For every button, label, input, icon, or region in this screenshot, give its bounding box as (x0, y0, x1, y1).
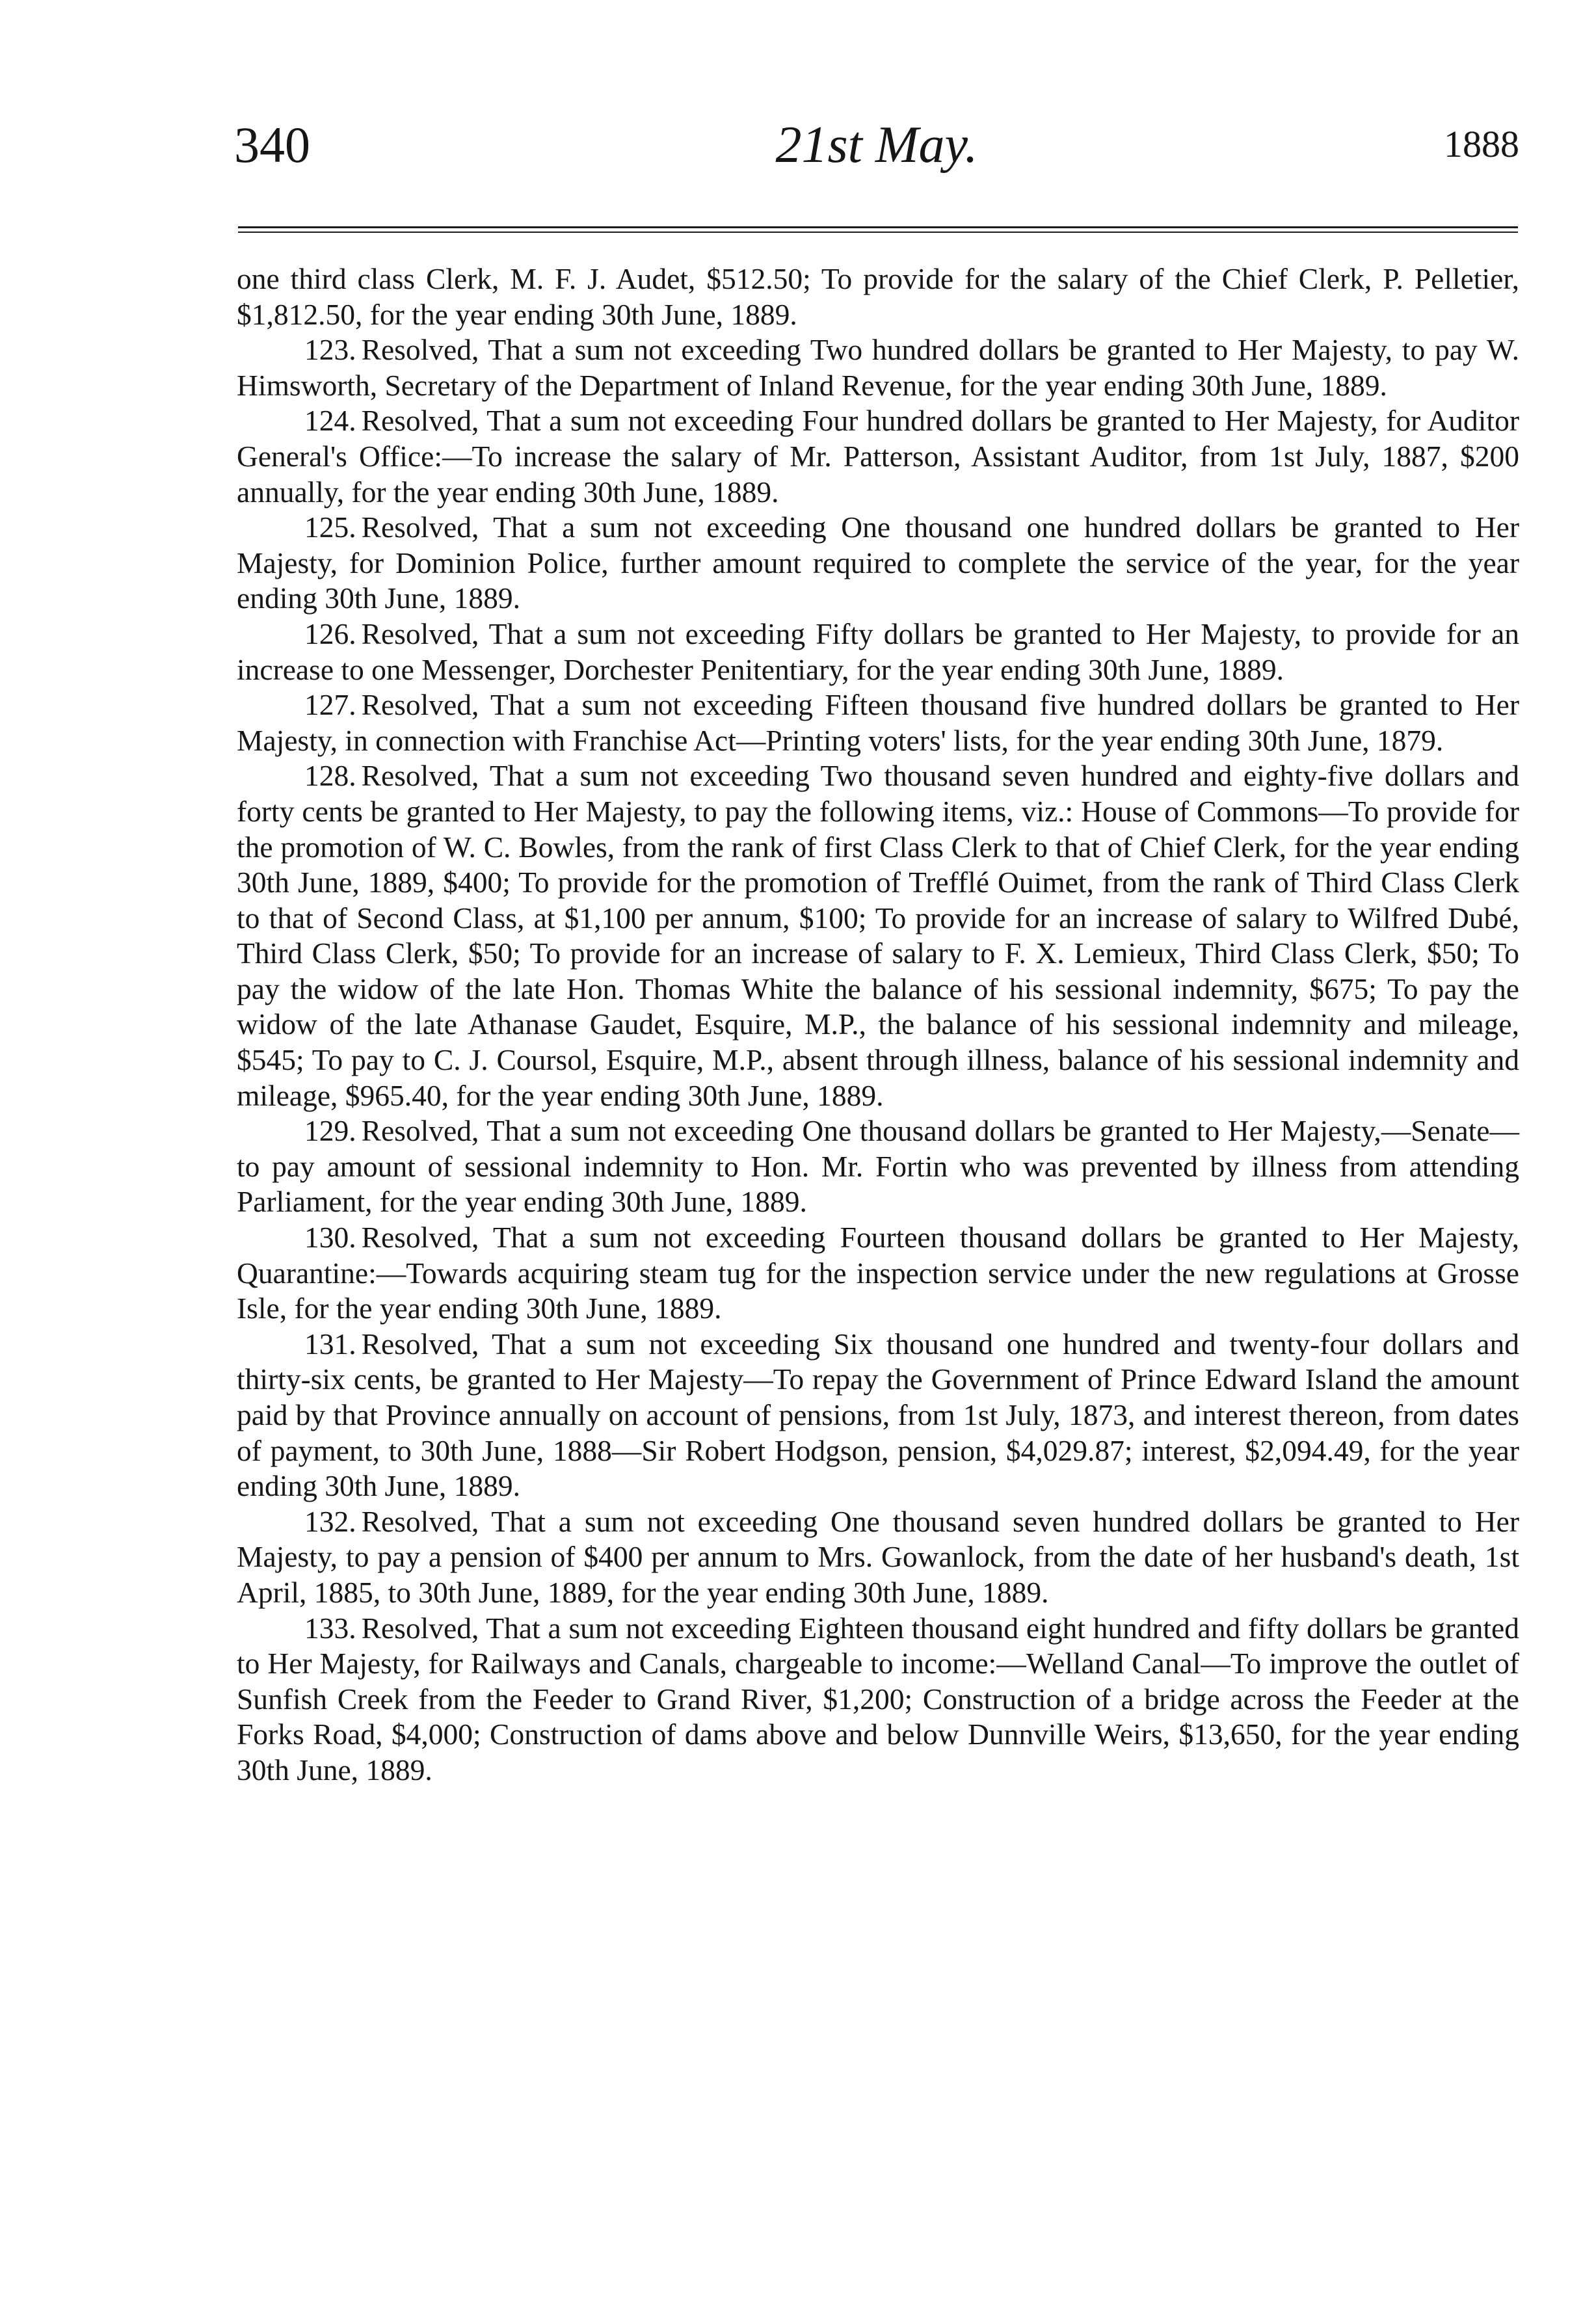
resolution-number: 124. (304, 404, 356, 438)
resolution-number: 127. (304, 688, 356, 722)
resolution-131 (237, 1327, 1519, 1504)
resolution-number: 132. (304, 1504, 356, 1538)
resolution-127 (237, 687, 1519, 758)
header-rule-thin (238, 232, 1518, 233)
resolution-text: Resolved, That a sum not exceeding Fifteen thousand five hundred dollars be granted to Her Majesty, in connection with Franchise Act—Printing voters' lists, for the year ending 30th June, 1879. (237, 688, 1519, 757)
resolution-number: 128. (304, 759, 356, 793)
paragraph-continuation (237, 261, 1519, 332)
resolution-130 (237, 1220, 1519, 1327)
resolution-123 (237, 332, 1519, 403)
resolution-number: 123. (304, 333, 356, 367)
resolution-text: Resolved, That a sum not exceeding Two thousand seven hundred and eighty-five dollars and forty cents be granted to Her Majesty, to pay the following items, viz.: House of Commons—To provide for the promotion of W. C. Bowles, from the rank of first Class Clerk to that of Chief Clerk, for the year ending 30th June, 1889, $400; To provide for the promotion of Trefflé Ouimet, from the rank of Third Class Clerk to that of Second Class, at $1,100 per annum, $100; To provide for an increase of salary to Wilfred Dubé, Third Class Clerk, $50; To provide for an increase of salary to F. X. Lemieux, Third Class Clerk, $50; To pay the widow of the late Hon. Thomas White the balance of his sessional indemnity, $675; To pay the widow of the late Athanase Gaudet, Esquire, M.P., the balance of his sessional indemnity and mileage, $545; To pay to C. J. Coursol, Esquire, M.P., absent through illness, balance of his sessional indemnity and mileage, $965.40, for the year ending 30th June, 1889. (237, 759, 1519, 1112)
resolution-text: Resolved, That a sum not exceeding Four hundred dollars be granted to Her Majesty, for Auditor General's Office:—To increase the salary of Mr. Patterson, Assistant Auditor, from 1st July, 1887, $200 annually, for the year ending 30th June, 1889. (237, 404, 1519, 509)
resolution-number: 133. (304, 1611, 356, 1645)
resolution-129 (237, 1113, 1519, 1220)
resolution-text: Resolved, That a sum not exceeding Fifty dollars be granted to Her Majesty, to provide for an increase to one Messenger, Dorchester Penitentiary, for the year ending 30th June, 1889. (237, 617, 1519, 686)
resolution-text: Resolved, That a sum not exceeding Six thousand one hundred and twenty-four dollars and thirty-six cents, be granted to Her Majesty—To repay the Government of Prince Edward Island the amount paid by that Province annually on account of pensions, from 1st July, 1873, and interest thereon, from dates of payment, to 30th June, 1888—Sir Robert Hodgson, pension, $4,029.87; interest, $2,094.49, for the year ending 30th June, 1889. (237, 1327, 1519, 1503)
resolution-number: 131. (304, 1327, 356, 1361)
resolution-text: Resolved, That a sum not exceeding Eighteen thousand eight hundred and fifty dollars be granted to Her Majesty, for Railways and Canals, chargeable to income:—Welland Canal—To improve the outlet of Sunfish Creek from the Feeder to Grand River, $1,200; Construction of a bridge across the Feeder at the Forks Road, $4,000; Construction of dams above and below Dunnville Weirs, $13,650, for the year ending 30th June, 1889. (237, 1611, 1519, 1786)
paragraph-text: one third class Clerk, M. F. J. Audet, $512.50; To provide for the salary of the Chief Clerk, P. Pelletier, $1,812.50, for the year ending 30th June, 1889. (237, 262, 1519, 331)
resolution-text: Resolved, That a sum not exceeding One thousand one hundred dollars be granted to Her Majesty, for Dominion Police, further amount required to complete the service of the year, for the year ending 30th June, 1889. (237, 511, 1519, 615)
resolution-text: Resolved, That a sum not exceeding Fourteen thousand dollars be granted to Her Majesty, Quarantine:—Towards acquiring steam tug for the inspection service under the new regulations at Grosse Isle, for the year ending 30th June, 1889. (237, 1221, 1519, 1325)
resolution-125 (237, 510, 1519, 617)
resolution-number: 130. (304, 1221, 356, 1255)
page-year: 1888 (1444, 123, 1519, 165)
resolution-132 (237, 1504, 1519, 1611)
resolution-133 (237, 1611, 1519, 1788)
resolution-text: Resolved, That a sum not exceeding Two hundred dollars be granted to Her Majesty, to pay W. Himsworth, Secretary of the Department of Inland Revenue, for the year ending 30th June, 1889. (237, 333, 1519, 402)
document-body (237, 261, 1519, 1788)
header-rule (238, 226, 1518, 228)
resolution-number: 125. (304, 511, 356, 544)
resolution-128 (237, 758, 1519, 1113)
resolution-124 (237, 403, 1519, 510)
resolution-text: Resolved, That a sum not exceeding One thousand dollars be granted to Her Majesty,—Senate—to pay amount of sessional indemnity to Hon. Mr. Fortin who was prevented by illness from attending Parliament, for the year ending 30th June, 1889. (237, 1114, 1519, 1219)
page-header (234, 116, 1519, 187)
resolution-number: 126. (304, 617, 356, 650)
page-date: 21st May. (775, 116, 978, 174)
page-number: 340 (234, 116, 310, 173)
resolution-number: 129. (304, 1114, 356, 1148)
resolution-126 (237, 617, 1519, 687)
resolution-text: Resolved, That a sum not exceeding One thousand seven hundred dollars be granted to Her Majesty, to pay a pension of $400 per annum to Mrs. Gowanlock, from the date of her husband's death, 1st April, 1885, to 30th June, 1889, for the year ending 30th June, 1889. (237, 1504, 1519, 1609)
